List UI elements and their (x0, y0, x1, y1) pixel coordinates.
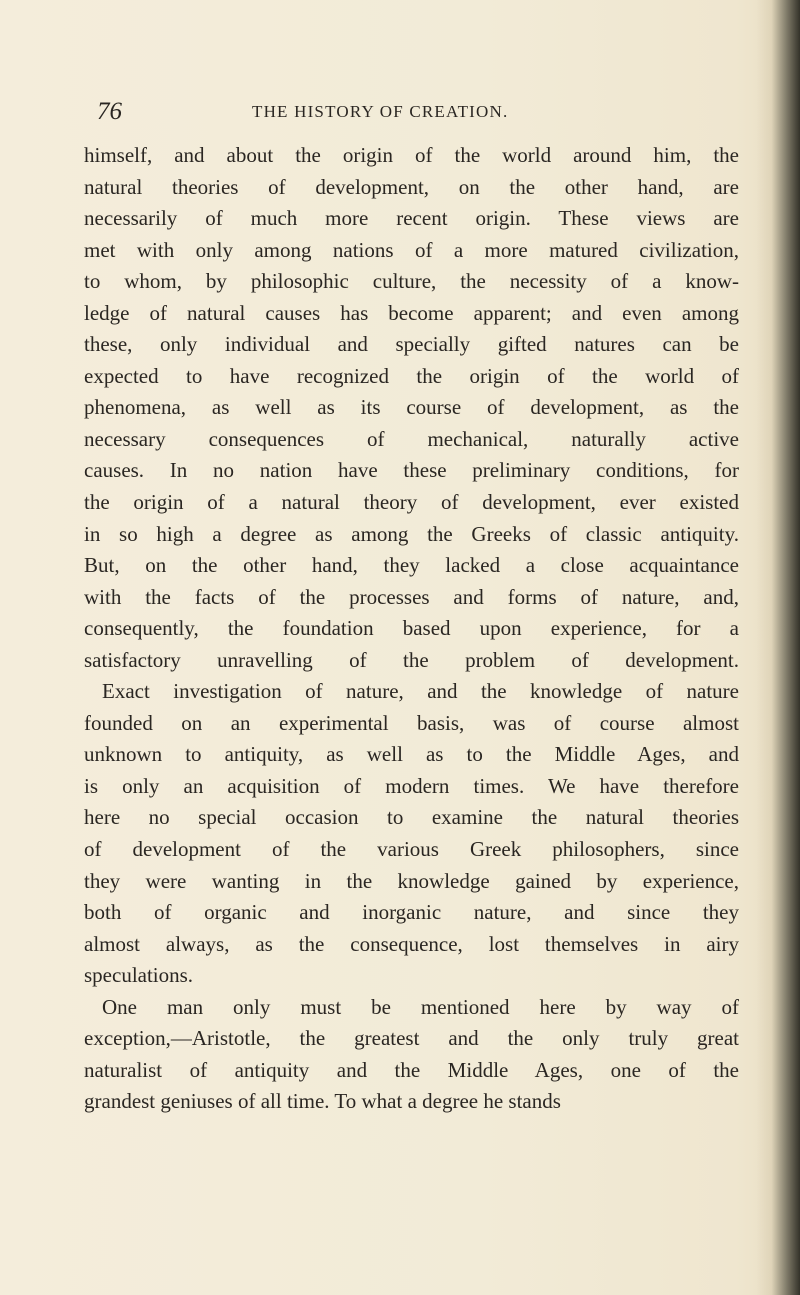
text-line: with the facts of the processes and forms of nature, and, (84, 584, 739, 609)
text-line: ledge of natural causes has become apparent; and even among (84, 300, 739, 325)
page-header (97, 98, 737, 128)
text-line: these, only individual and specially gifted natures can be (84, 332, 739, 357)
running-title: THE HISTORY OF CREATION. (252, 102, 509, 121)
text-line: necessarily of much more recent origin. These views are (84, 206, 739, 231)
page-edge-shadow (756, 0, 800, 1295)
page-number: 76 (97, 98, 122, 125)
text-line: naturalist of antiquity and the Middle Ages, one of the (84, 1057, 739, 1082)
text-line: grandest geniuses of all time. To what a degree he stands (84, 1089, 561, 1114)
text-line: natural theories of development, on the other hand, are (84, 174, 739, 199)
text-line: almost always, as the consequence, lost themselves in airy (84, 931, 739, 956)
text-line: satisfactory unravelling of the problem of development. (84, 647, 739, 672)
text-line: they were wanting in the knowledge gained by experience, (84, 868, 739, 893)
text-line: of development of the various Greek philosophers, since (84, 837, 739, 862)
text-line: Exact investigation of nature, and the knowledge of nature (102, 679, 739, 704)
text-line: met with only among nations of a more matured civilization, (84, 237, 739, 262)
text-line: unknown to antiquity, as well as to the Middle Ages, and (84, 742, 739, 767)
text-line: in so high a degree as among the Greeks of classic antiquity. (84, 521, 739, 546)
text-line: necessary consequences of mechanical, naturally active (84, 426, 739, 451)
text-line: One man only must be mentioned here by way of (102, 994, 739, 1019)
text-line: here no special occasion to examine the natural theories (84, 805, 739, 830)
text-line: causes. In no nation have these preliminary conditions, for (84, 458, 739, 483)
text-line: the origin of a natural theory of development, ever existed (84, 490, 739, 515)
text-line: both of organic and inorganic nature, and since they (84, 900, 739, 925)
text-line: founded on an experimental basis, was of course almost (84, 710, 739, 735)
text-line: speculations. (84, 963, 194, 988)
text-line: to whom, by philosophic culture, the necessity of a know- (84, 269, 739, 294)
text-line: But, on the other hand, they lacked a close acquaintance (84, 553, 739, 578)
body-text (84, 140, 739, 1118)
text-line: himself, and about the origin of the world around him, the (84, 143, 739, 167)
text-line: exception,—Aristotle, the greatest and the only truly great (84, 1026, 739, 1051)
text-line: is only an acquisition of modern times. We have therefore (84, 773, 739, 798)
text-line: consequently, the foundation based upon experience, for a (84, 616, 739, 641)
text-line: expected to have recognized the origin of the world of (84, 363, 739, 388)
text-line: phenomena, as well as its course of development, as the (84, 395, 739, 420)
